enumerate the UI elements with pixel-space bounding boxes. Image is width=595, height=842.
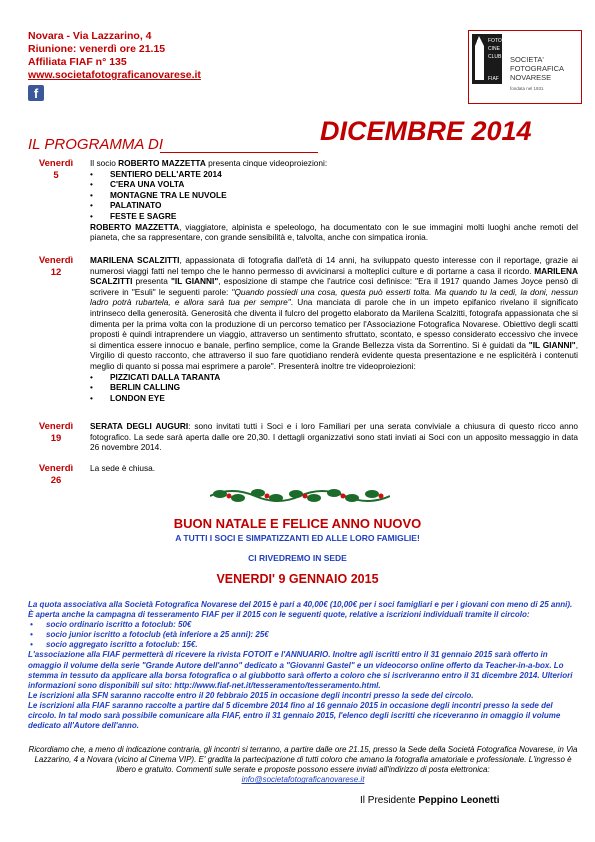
event-description: ROBERTO MAZZETTA, viaggiatore, alpinista e speleologo, ha documentato con le sue immagini molti luoghi anche remoti del pianeta, che sa rappresentare, con grande sensibilità e, talvolta, anche con simpatica ironia. (90, 221, 578, 243)
event-text-1 (90, 158, 578, 243)
fee-item: • socio junior iscritto a fotoclub (età inferiore a 25 anni): 25€ (28, 630, 578, 640)
event-day-4 (28, 463, 84, 487)
logo-film-strip (472, 34, 502, 84)
event-day-3 (28, 421, 84, 445)
next-date: VENERDI' 9 GENNAIO 2015 (216, 572, 379, 586)
event-date: 5 (53, 170, 59, 181)
fee-item: • socio ordinario iscritto a fotoclub: 50€ (28, 620, 578, 630)
event-weekday: Venerdì (38, 421, 74, 432)
event-date: 26 (50, 475, 62, 486)
bullet-item: • PALATINATO (90, 200, 578, 211)
fiaf-benefits: L'associazione alla FIAF permetterà di ricevere la rivista FOTOIT e l'ANNUARIO. Inoltre agli iscritti entro il 31 gennaio 2015 sarà offerto in omaggio il volume della serie "Grande Autore dell'anno" dedicato a "Giovanni Gastel" e un videocorso online offerto da Teacher-in-a-box. Lo stemma in tessuto da applicare alla borsa fotografica o al giubbotto sarà offerto a coloro che si iscriveranno entro il 31 dicembre 2014. Ulteriori informazioni sono disponibili sul sito: http://www.fiaf-net.it/tesseramento/tesseramento.html. (28, 650, 573, 690)
bullet-item: • LONDON EYE (90, 393, 578, 404)
logo-tagline: fondata nel 1931 (510, 86, 544, 91)
event-date: 12 (50, 267, 62, 278)
see-you-text: CI RIVEDREMO IN SEDE (248, 553, 347, 563)
greeting-title: BUON NATALE E FELICE ANNO NUOVO (173, 516, 422, 531)
greeting-subtitle: A TUTTI I SOCI E SIMPATIZZANTI ED ALLE LORO FAMIGLIE! (175, 533, 420, 543)
program-month: DICEMBRE 2014 (320, 116, 532, 146)
footer-text: Ricordiamo che, a meno di indicazione contraria, gli incontri si terranno, a partire dalle ore 21.15, presso la Sede della Società Fotografica Novarese, in Via Lazzarino, 4 a Novara (vicino al Cinema VIP). E' gradita la partecipazione di tutti coloro che amano la fotografia amatoriale e professionale. L'ingresso è libero e gratuito. Commenti sulle serate e proposte possono essere inviati all'indirizzo di posta elettronica: (28, 745, 578, 775)
facebook-icon[interactable]: f (28, 85, 44, 101)
event-description: La sede è chiusa. (90, 463, 156, 473)
logo-cine: CINE (488, 46, 500, 52)
fee-item: • socio aggregato iscritto a fotoclub: 15€. (28, 640, 578, 650)
event-text-4 (90, 463, 578, 474)
fiaf-deadline: Le iscrizioni alla FIAF saranno raccolte a partire dal 5 dicembre 2014 fino al 16 gennaio 2015 in occasione degli incontri presso la sede del circolo. In tal modo sarà possibile comunicare alla FIAF, entro il 31 gennaio 2015, l'elenco degli iscritti che riceveranno in omaggio il volume dedicato all'Autore dell'anno. (28, 700, 561, 731)
event-weekday: Venerdì (38, 463, 74, 474)
president-signature (360, 795, 499, 806)
event-weekday: Venerdì (38, 255, 74, 266)
event-day-2 (28, 255, 84, 279)
website-link[interactable]: www.societafotograficanovarese.it (28, 69, 201, 81)
event-text-2 (90, 255, 578, 403)
event-description: SERATA DEGLI AUGURI: sono invitati tutti i Soci e i loro Familiari per una serata conviviale a chiusura di questo ricco anno fotografico. La sede sarà aperta dalle ore 20,30. I dettagli organizzativi sono stati inviati ai Soci con un apposito messaggio in data 26 novembre 2014. (90, 421, 578, 453)
logo-fiaf: FIAF (488, 76, 499, 82)
logo-name-3: NOVARESE (510, 73, 552, 82)
bullet-item: • C'ERA UNA VOLTA (90, 179, 578, 190)
event-description: MARILENA SCALZITTI, appassionata di fotografia dall'età di 14 anni, ha sviluppato questo interesse con il reportage, grazie ai numerosi viaggi fatti nel tempo che le hanno permesso di avvicinarsi a molteplici culture e di portarne a casa il ricordo. MARILENA SCALZITTI presenta "IL GIANNI", esposizione di stampe che l'autrice così definisce: "Era il 1917 quando James Joyce pensò di scrivere in "Esuli" le seguenti parole: "Quando possiedi una cosa, questa può esserti tolta. Ma quando tu la cedi, la doni, nessun ladro potrà rubartela, e allora sarà tua per sempre". Una manciata di parole che in un impeto epifanico rivelano il significato intrinseco della generosità. Generosità che diventa il fulcro del progetto elaborato da Marilena Scalzitti, fotografa appassionata che si dimenta per la prima volta con la produzione di un percorso tematico per l'Associazione Fotografica Novarese. Obiettivo degli scatti proposti è quindi intraprendere un viaggio, attraverso un sentimento sfruttato, scontato, e spesso considerato eccessivo che invece si dimentica essere innocuo e banale, perfino semplice, come la Grande Bellezza vista da Sorrentino. Si è guidati da "IL GIANNI", Virgilio di questo racconto, che attraverso il suo fare quotidiano renderà evidente questa presentazione e ne esplicitérà i contenuti meglio di quanto si possa mai esprimere a parole". Presenterà inoltre tre videoproiezioni: (90, 255, 579, 371)
event-date: 19 (50, 433, 62, 444)
event-intro: Il socio ROBERTO MAZZETTA presenta cinque videoproiezioni: (90, 158, 328, 168)
logo-name-2: FOTOGRAFICA (510, 64, 565, 73)
logo-club: CLUB (488, 54, 502, 60)
president-label: Il Presidente (360, 795, 419, 806)
sfn-deadline: Le iscrizioni alla SFN saranno raccolte entro il 20 febbraio 2015 in occasione degli incontri presso la sede del circolo. (28, 690, 474, 700)
bullet-item: • BERLIN CALLING (90, 382, 578, 393)
bullet-item: • MONTAGNE TRA LE NUVOLE (90, 190, 578, 201)
fiaf-campaign: È aperta anche la campagna di tesseramento FIAF per il 2015 con le seguenti quote, relative a iscrizioni individuali tramite il circolo: (28, 610, 530, 620)
holly-garland-icon (210, 484, 390, 508)
bullet-item: • SENTIERO DELL'ARTE 2014 (90, 169, 578, 180)
bullet-item: • FESTE E SAGRE (90, 211, 578, 222)
program-prefix: IL PROGRAMMA DI (28, 136, 164, 153)
membership-info (28, 600, 578, 731)
president-name: Peppino Leonetti (418, 795, 500, 806)
header-block (28, 30, 201, 101)
club-logo (468, 30, 582, 104)
event-weekday: Venerdì (38, 158, 74, 169)
affiliation: Affiliata FIAF n° 135 (28, 56, 127, 68)
bullet-item: • PIZZICATI DALLA TARANTA (90, 372, 578, 383)
membership-fee: La quota associativa alla Società Fotografica Novarese del 2015 è pari a 40,00€ (10,00€ per i soci famigliari e per i giovani con meno di 25 anni). (28, 600, 573, 609)
logo-foto: FOTO (488, 38, 502, 44)
footer-note (28, 745, 578, 785)
event-day-1 (28, 158, 84, 182)
meeting-time: Riunione: venerdì ore 21.15 (28, 43, 166, 55)
email-link[interactable]: info@societafotograficanovarese.it (241, 775, 365, 785)
event-text-3 (90, 421, 578, 453)
logo-name-1: SOCIETA' (510, 55, 544, 64)
program-underline (160, 152, 318, 153)
address: Novara - Via Lazzarino, 4 (28, 30, 152, 42)
